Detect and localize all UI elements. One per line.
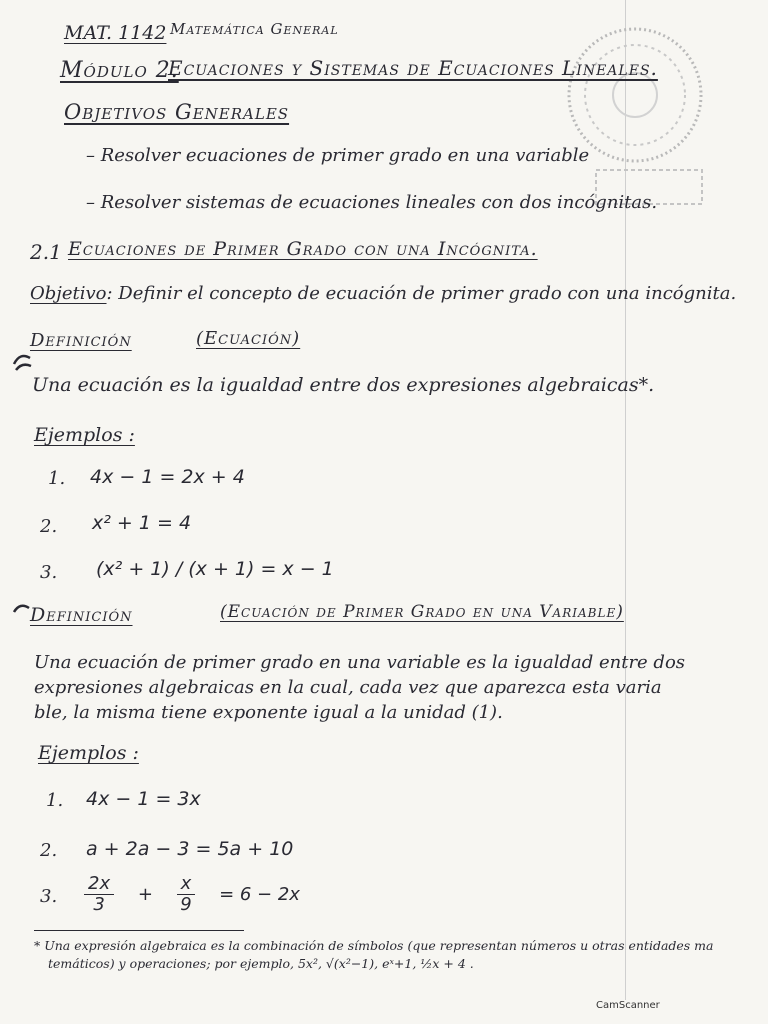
module-title: Ecuaciones y Sistemas de Ecuaciones Lineales. xyxy=(168,56,658,80)
example-number: 3. xyxy=(40,562,58,583)
example-expression: (x² + 1) / (x + 1) = x − 1 xyxy=(96,558,334,580)
definition-subtitle: (Ecuación) xyxy=(196,328,301,349)
objective-item: – Resolver sistemas de ecuaciones lineales con dos incógnitas. xyxy=(86,192,658,213)
fraction xyxy=(84,874,114,915)
module-label: Módulo 2. xyxy=(60,58,179,83)
example-number: 2. xyxy=(40,516,58,537)
definition-text-line: ble, la misma tiene exponente igual a la unidad (1). xyxy=(34,702,503,723)
numerator: 2x xyxy=(84,874,114,895)
objectives-title: Objetivos Generales xyxy=(64,100,290,124)
denominator: 9 xyxy=(180,894,192,915)
examples-label: Ejemplos : xyxy=(34,424,135,446)
course-code: MAT. 1142 xyxy=(64,22,167,44)
section-title: Ecuaciones de Primer Grado con una Incógnita. xyxy=(68,238,538,260)
objective-line xyxy=(30,283,736,304)
denominator: 3 xyxy=(93,894,105,915)
example-number: 3. xyxy=(40,886,58,907)
objective-item: – Resolver ecuaciones de primer grado en una variable xyxy=(86,145,590,166)
hand-drawn-marker-icon xyxy=(12,600,32,622)
right-hand-side: = 6 − 2x xyxy=(219,883,300,905)
objective-label: Objetivo xyxy=(30,283,107,304)
plus-sign: + xyxy=(137,883,153,905)
examples-label: Ejemplos : xyxy=(38,742,139,764)
definition-text: Una ecuación es la igualdad entre dos expresiones algebraicas*. xyxy=(32,374,655,396)
example-expression: x² + 1 = 4 xyxy=(92,512,192,534)
footnote-rule xyxy=(34,930,244,931)
fraction xyxy=(177,874,196,915)
numerator: x xyxy=(177,874,196,895)
hand-drawn-marker-icon xyxy=(12,350,34,376)
definition-text-line: Una ecuación de primer grado en una variable es la igualdad entre dos xyxy=(34,652,686,673)
footnote-line: temáticos) y operaciones; por ejemplo, 5x², √(x²−1), eˣ+1, ½x + 4 . xyxy=(48,956,474,971)
definition-label: Definición xyxy=(30,604,133,626)
example-number: 1. xyxy=(48,468,66,489)
footnote-line: * Una expresión algebraica es la combinación de símbolos (que representan números u otras entidades ma xyxy=(34,938,714,953)
definition-text-line: expresiones algebraicas en la cual, cada vez que aparezca esta varia xyxy=(34,677,662,698)
definition-label: Definición xyxy=(30,330,132,351)
example-expression: 4x − 1 = 3x xyxy=(86,788,201,810)
example-number: 2. xyxy=(40,840,58,861)
section-number: 2.1 xyxy=(30,240,62,264)
example-expression: a + 2a − 3 = 5a + 10 xyxy=(86,838,294,860)
example-number: 1. xyxy=(46,790,64,811)
example-expression-fraction xyxy=(80,874,300,915)
course-name: Matemática General xyxy=(170,20,339,38)
objective-text: : Definir el concepto de ecuación de primer grado con una incógnita. xyxy=(106,283,737,304)
definition-subtitle: (Ecuación de Primer Grado en una Variable) xyxy=(220,602,624,622)
example-expression: 4x − 1 = 2x + 4 xyxy=(90,466,245,488)
camscanner-watermark: CamScanner xyxy=(596,1000,660,1011)
